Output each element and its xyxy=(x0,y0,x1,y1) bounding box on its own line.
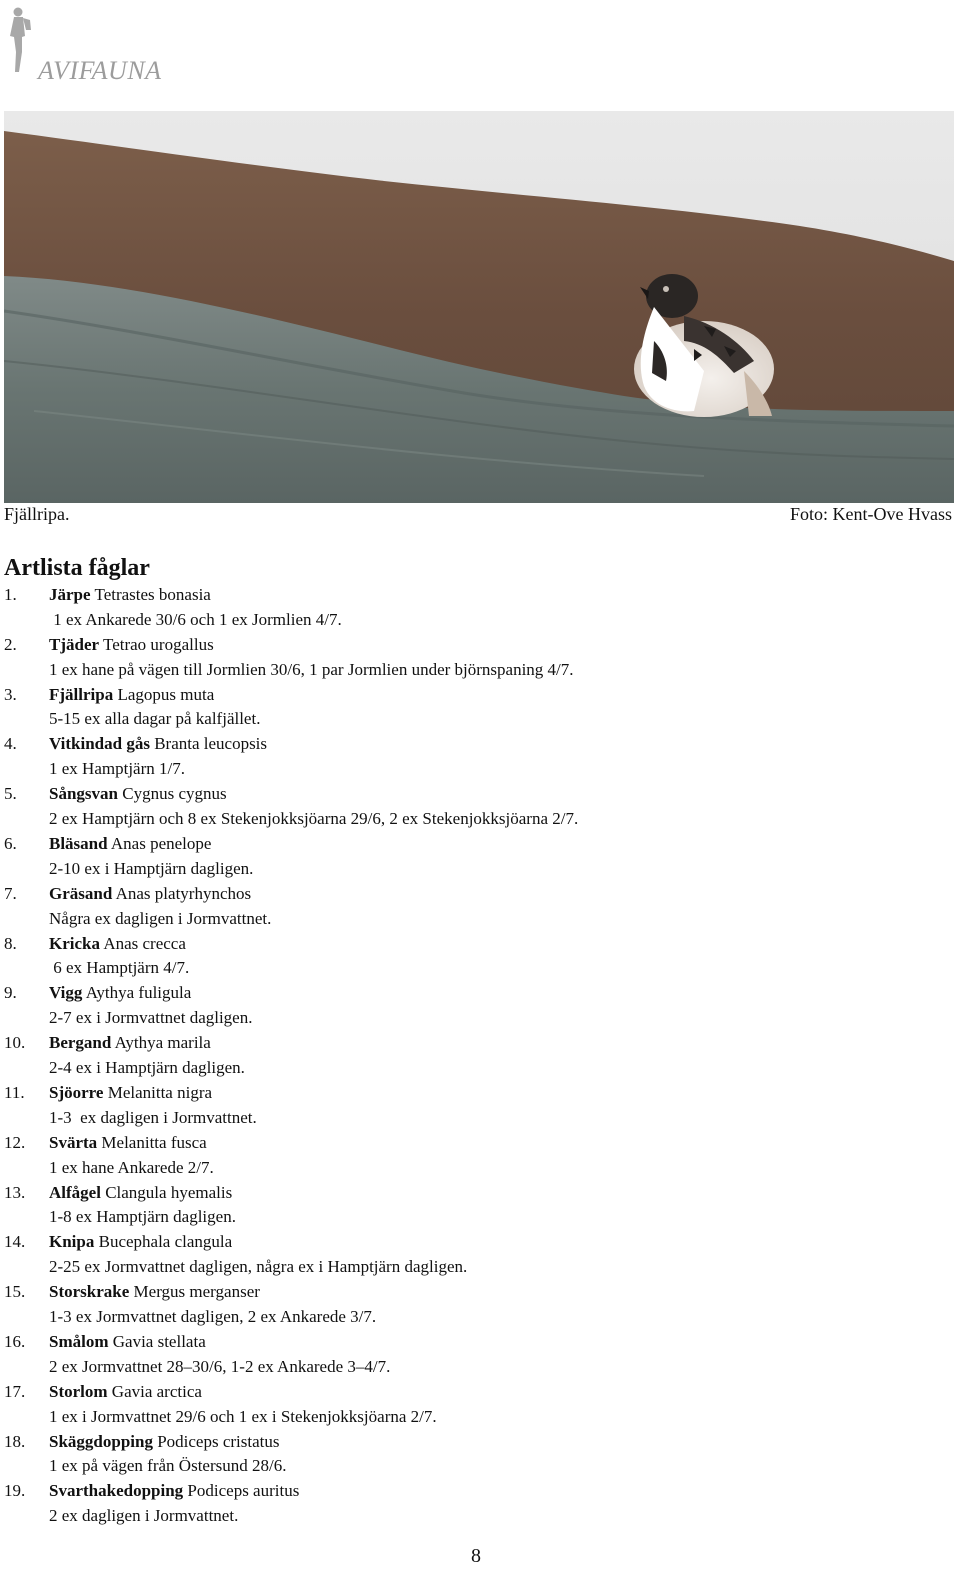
species-observation: 2-4 ex i Hamptjärn dagligen. xyxy=(49,1058,245,1078)
species-latin-name: Tetrao urogallus xyxy=(103,634,214,654)
species-number: 7. xyxy=(4,883,17,903)
species-latin-name: Mergus merganser xyxy=(133,1282,260,1302)
species-item xyxy=(4,882,944,932)
page-number: 8 xyxy=(471,1545,481,1567)
avifauna-logo xyxy=(6,6,176,85)
species-item xyxy=(4,832,944,882)
section-title: Artlista fåglar xyxy=(4,555,150,581)
photo-caption-row xyxy=(4,504,952,530)
species-number: 4. xyxy=(4,734,17,754)
species-number: 5. xyxy=(4,784,17,804)
species-number: 14. xyxy=(4,1232,26,1252)
species-number: 13. xyxy=(4,1182,26,1202)
species-observation: 6 ex Hamptjärn 4/7. xyxy=(49,958,190,978)
species-number: 10. xyxy=(4,1033,26,1053)
species-common-name: Svarthakedopping xyxy=(49,1481,184,1501)
species-latin-name: Cygnus cygnus xyxy=(122,784,227,804)
species-observation: 1 ex hane Ankarede 2/7. xyxy=(49,1157,214,1177)
species-number: 8. xyxy=(4,933,17,953)
species-latin-name: Anas platyrhynchos xyxy=(115,883,252,903)
species-common-name: Bläsand xyxy=(49,833,108,853)
species-common-name: Sångsvan xyxy=(49,784,118,804)
species-latin-name: Bucephala clangula xyxy=(98,1232,233,1252)
species-item xyxy=(4,1380,944,1430)
species-latin-name: Aythya fuligula xyxy=(85,983,192,1003)
species-latin-name: Anas penelope xyxy=(110,833,212,853)
species-observation: 2 ex Jormvattnet 28–30/6, 1-2 ex Ankarede 3–4/7. xyxy=(49,1356,391,1376)
logo-text: AVIFAUNA xyxy=(38,56,162,85)
species-number: 11. xyxy=(4,1082,25,1102)
species-number: 2. xyxy=(4,634,17,654)
species-latin-name: Gavia arctica xyxy=(111,1381,202,1401)
species-item xyxy=(4,1031,944,1081)
species-observation: 2-7 ex i Jormvattnet dagligen. xyxy=(49,1008,253,1028)
species-common-name: Bergand xyxy=(49,1033,112,1053)
species-observation: 1 ex Hamptjärn 1/7. xyxy=(49,759,185,779)
species-observation: 1-8 ex Hamptjärn dagligen. xyxy=(49,1207,236,1227)
species-latin-name: Tetrastes bonasia xyxy=(94,585,211,604)
species-number: 19. xyxy=(4,1481,26,1501)
species-latin-name: Aythya marila xyxy=(114,1033,211,1053)
species-observation: 1 ex Ankarede 30/6 och 1 ex Jormlien 4/7. xyxy=(49,609,342,629)
species-number: 18. xyxy=(4,1431,26,1451)
species-item xyxy=(4,1330,944,1380)
species-item xyxy=(4,1280,944,1330)
species-common-name: Kricka xyxy=(49,933,100,953)
species-latin-name: Anas crecca xyxy=(103,933,186,953)
species-latin-name: Branta leucopsis xyxy=(154,734,268,754)
species-common-name: Alfågel xyxy=(49,1182,101,1202)
species-number: 1. xyxy=(4,585,17,604)
species-item xyxy=(4,633,944,683)
species-common-name: Fjällripa xyxy=(49,684,114,704)
species-observation: 1-3 ex Jormvattnet dagligen, 2 ex Ankarede 3/7. xyxy=(49,1307,377,1327)
photo-credit: Foto: Kent-Ove Hvass xyxy=(790,504,952,524)
species-observation: 1-3 ex dagligen i Jormvattnet. xyxy=(49,1107,257,1127)
species-common-name: Tjäder xyxy=(49,634,100,654)
species-common-name: Sjöorre xyxy=(49,1082,104,1102)
species-observation: 2-25 ex Jormvattnet dagligen, några ex i Hamptjärn dagligen. xyxy=(49,1257,468,1277)
species-observation: Några ex dagligen i Jormvattnet. xyxy=(49,908,272,928)
species-common-name: Smålom xyxy=(49,1331,109,1351)
species-latin-name: Podiceps cristatus xyxy=(157,1431,280,1451)
species-common-name: Gräsand xyxy=(49,883,113,903)
species-observation: 2-10 ex i Hamptjärn dagligen. xyxy=(49,858,254,878)
species-common-name: Storskrake xyxy=(49,1282,130,1302)
species-observation: 1 ex på vägen från Östersund 28/6. xyxy=(49,1456,287,1476)
species-number: 12. xyxy=(4,1132,26,1152)
species-latin-name: Melanitta fusca xyxy=(101,1132,207,1152)
ptarmigan-photo xyxy=(4,111,954,503)
species-common-name: Svärta xyxy=(49,1132,98,1152)
species-item xyxy=(4,1181,944,1231)
species-observation: 1 ex i Jormvattnet 29/6 och 1 ex i Stekenjokksjöarna 2/7. xyxy=(49,1406,437,1426)
species-common-name: Vigg xyxy=(49,983,83,1003)
species-item xyxy=(4,981,944,1031)
species-observation: 2 ex dagligen i Jormvattnet. xyxy=(49,1506,239,1526)
species-number: 3. xyxy=(4,684,17,704)
species-item xyxy=(4,683,944,733)
hiker-silhouette-icon xyxy=(6,6,36,76)
species-number: 15. xyxy=(4,1282,26,1302)
species-common-name: Storlom xyxy=(49,1381,108,1401)
species-latin-name: Melanitta nigra xyxy=(107,1082,213,1102)
species-number: 16. xyxy=(4,1331,26,1351)
species-item xyxy=(4,1230,944,1280)
species-common-name: Skäggdopping xyxy=(49,1431,153,1451)
species-item xyxy=(4,583,944,633)
species-list xyxy=(4,583,944,1529)
species-item xyxy=(4,932,944,982)
species-number: 17. xyxy=(4,1381,26,1401)
species-latin-name: Gavia stellata xyxy=(112,1331,206,1351)
species-item xyxy=(4,1081,944,1131)
species-common-name: Vitkindad gås xyxy=(49,734,150,754)
photo-caption: Fjällripa. xyxy=(4,504,70,524)
species-item xyxy=(4,732,944,782)
species-number: 6. xyxy=(4,833,17,853)
species-item xyxy=(4,1430,944,1480)
species-latin-name: Clangula hyemalis xyxy=(105,1182,233,1202)
species-item xyxy=(4,1131,944,1181)
species-common-name: Järpe xyxy=(49,585,91,604)
species-latin-name: Lagopus muta xyxy=(117,684,215,704)
species-number: 9. xyxy=(4,983,17,1003)
species-common-name: Knipa xyxy=(49,1232,95,1252)
species-observation: 1 ex hane på vägen till Jormlien 30/6, 1 par Jormlien under björnspaning 4/7. xyxy=(49,659,574,679)
species-observation: 5-15 ex alla dagar på kalfjället. xyxy=(49,709,261,729)
species-observation: 2 ex Hamptjärn och 8 ex Stekenjokksjöarna 29/6, 2 ex Stekenjokksjöarna 2/7. xyxy=(49,809,579,829)
species-item xyxy=(4,1479,944,1529)
species-item xyxy=(4,782,944,832)
species-latin-name: Podiceps auritus xyxy=(187,1481,300,1501)
